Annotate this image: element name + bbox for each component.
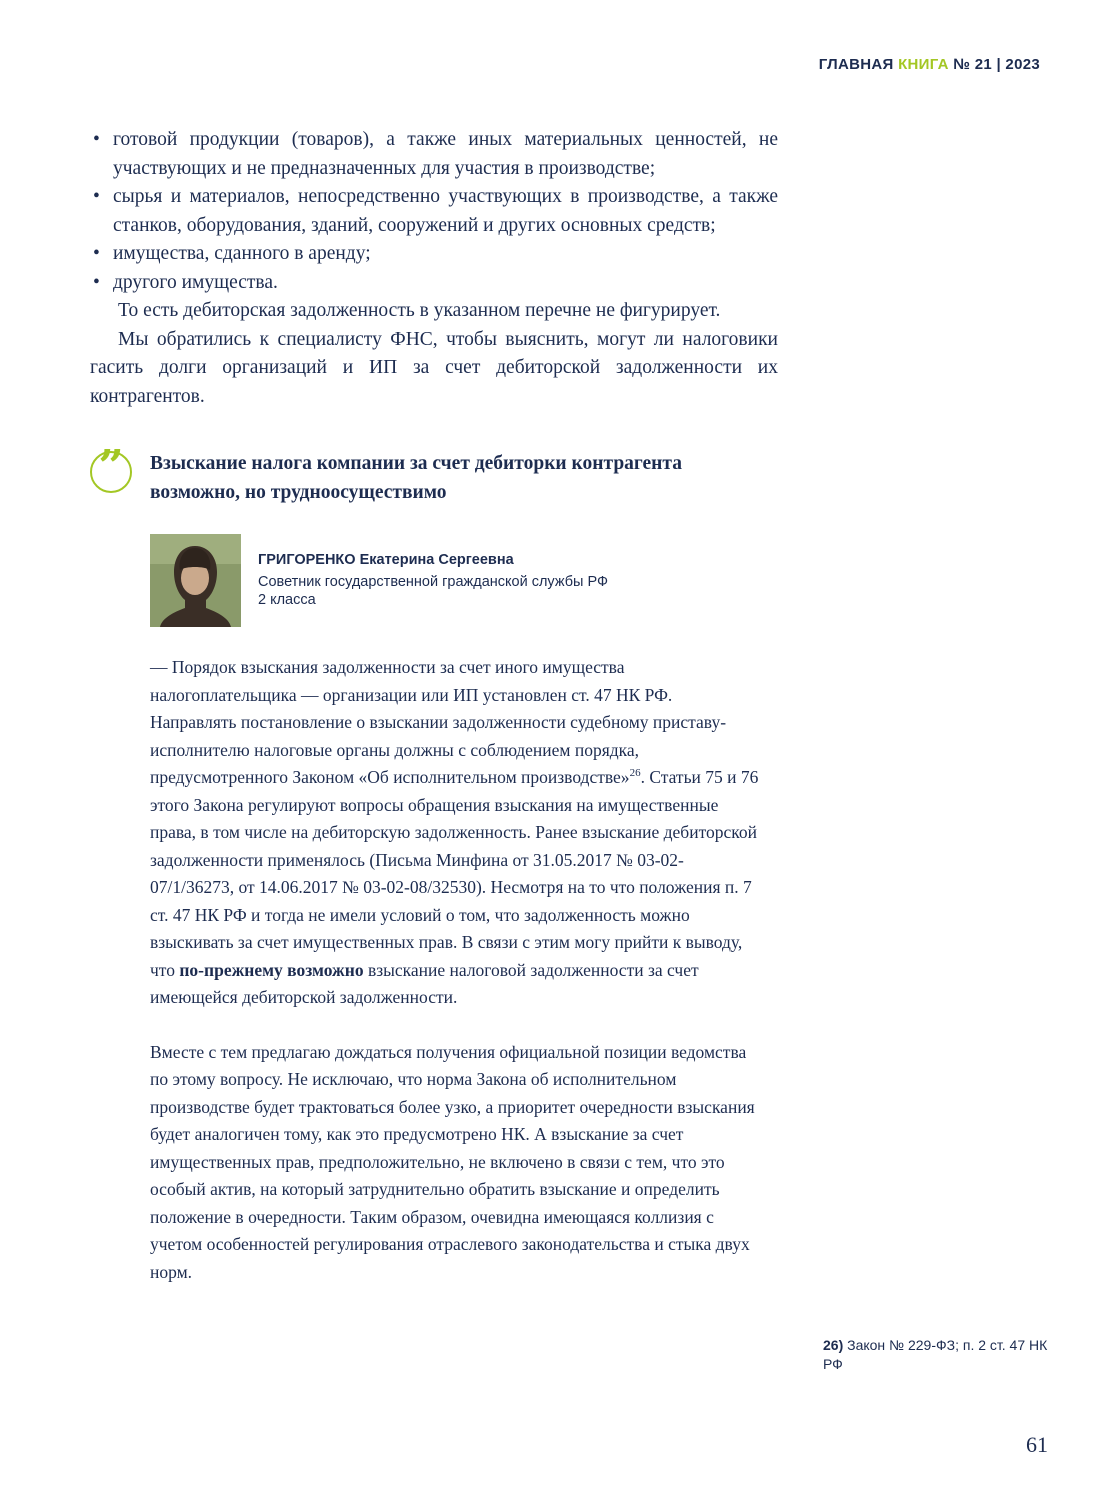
main-text-column [90,126,778,1313]
brand-name-part2: КНИГА [898,56,949,73]
footnote-marker: 26) [823,1337,844,1353]
body-paragraph: То есть дебиторская задолженность в указанном перечне не фигурирует. [118,300,721,321]
footnote-text: Закон № 229-ФЗ; п. 2 ст. 47 НК РФ [823,1337,1048,1372]
quote-paragraph: — Порядок взыскания задолженности за счет иного имущества налогоплательщика — организации или ИП установлен ст. 47 НК РФ. Направлять постановление о взыскании задолженности судебному приставу-исполнителю налоговые органы должны с соблюдением порядка, предусмотренного Законом «Об исполнительном производстве»$^{26}$. Статьи 75 и 76 этого Закона регулируют вопросы обращения взыскания на имущественные права, в том числе на дебиторскую задолженность. Ранее взыскание дебиторской задолженности применялось (Письма Минфина от 31.05.2017 № 03-02-07/1/36273, от 14.06.2017 № 03-02-08/32530). Несмотря на то что положения п. 7 ст. 47 НК РФ и тогда не имели условий о том, что задолженность можно взыскивать за счет имущественных прав. В связи с этим могу прийти к выводу, что по-прежнему возможно взыскание налоговой задолженности за счет имеющейся дебиторской задолженности. [150,657,759,1007]
expert-role-line: Советник государственной гражданской службы РФ [258,573,608,590]
brand-name-part1: ГЛАВНАЯ [818,56,894,73]
quote-paragraph: Вместе с тем предлагаю дождаться получения официальной позиции ведомства по этому вопросу. Не исключаю, что норма Закона об исполнительном производстве будет трактоваться более узко, а приоритет очередности взыскания будет аналогичен тому, как это предусмотрено НК. А взыскание за счет имущественных прав, предположительно, не включено в связи с тем, что это особый актив, на который затруднительно обратить взыскание и определить положение в очередности. Таким образом, очевидна имеющаяся коллизия с учетом особенностей регулирования отраслевого законодательства и стыка двух норм. [150,1041,755,1282]
bullet-item: • другого имущества. [90,269,778,298]
quote-title: Взыскание налога компании за счет дебиторки контрагента возможно, но трудноосуществимо [150,453,682,503]
issue-number: № 21 | 2023 [953,56,1040,73]
page-number: 61 [1026,1432,1048,1457]
margin-footnote [823,1336,1049,1374]
expert-byline [150,534,778,627]
bullet-item: • имущества, сданного в аренду; [90,240,778,269]
expert-photo [150,534,241,627]
bullet-list [90,126,778,297]
person-silhouette-icon [150,534,241,627]
expert-quote-section [90,441,778,1286]
quote-icon: ” [90,451,132,493]
page-header [819,56,1040,73]
quote-body [150,654,762,1286]
expert-role-line: 2 класса [258,592,316,608]
bullet-item: • сырья и материалов, непосредственно участвующих в производстве, а также станков, оборудования, зданий, сооружений и других основных средств; [90,183,778,240]
bullet-item: • готовой продукции (товаров), а также иных материальных ценностей, не участвующих и не предназначенных для участия в производстве; [90,126,778,183]
expert-info [258,534,608,610]
body-paragraph: Мы обратились к специалисту ФНС, чтобы выяснить, могут ли налоговики гасить долги организаций и ИП за счет дебиторской задолженности их контрагентов. [90,328,778,407]
expert-name: ГРИГОРЕНКО Екатерина Сергеевна [258,552,514,568]
